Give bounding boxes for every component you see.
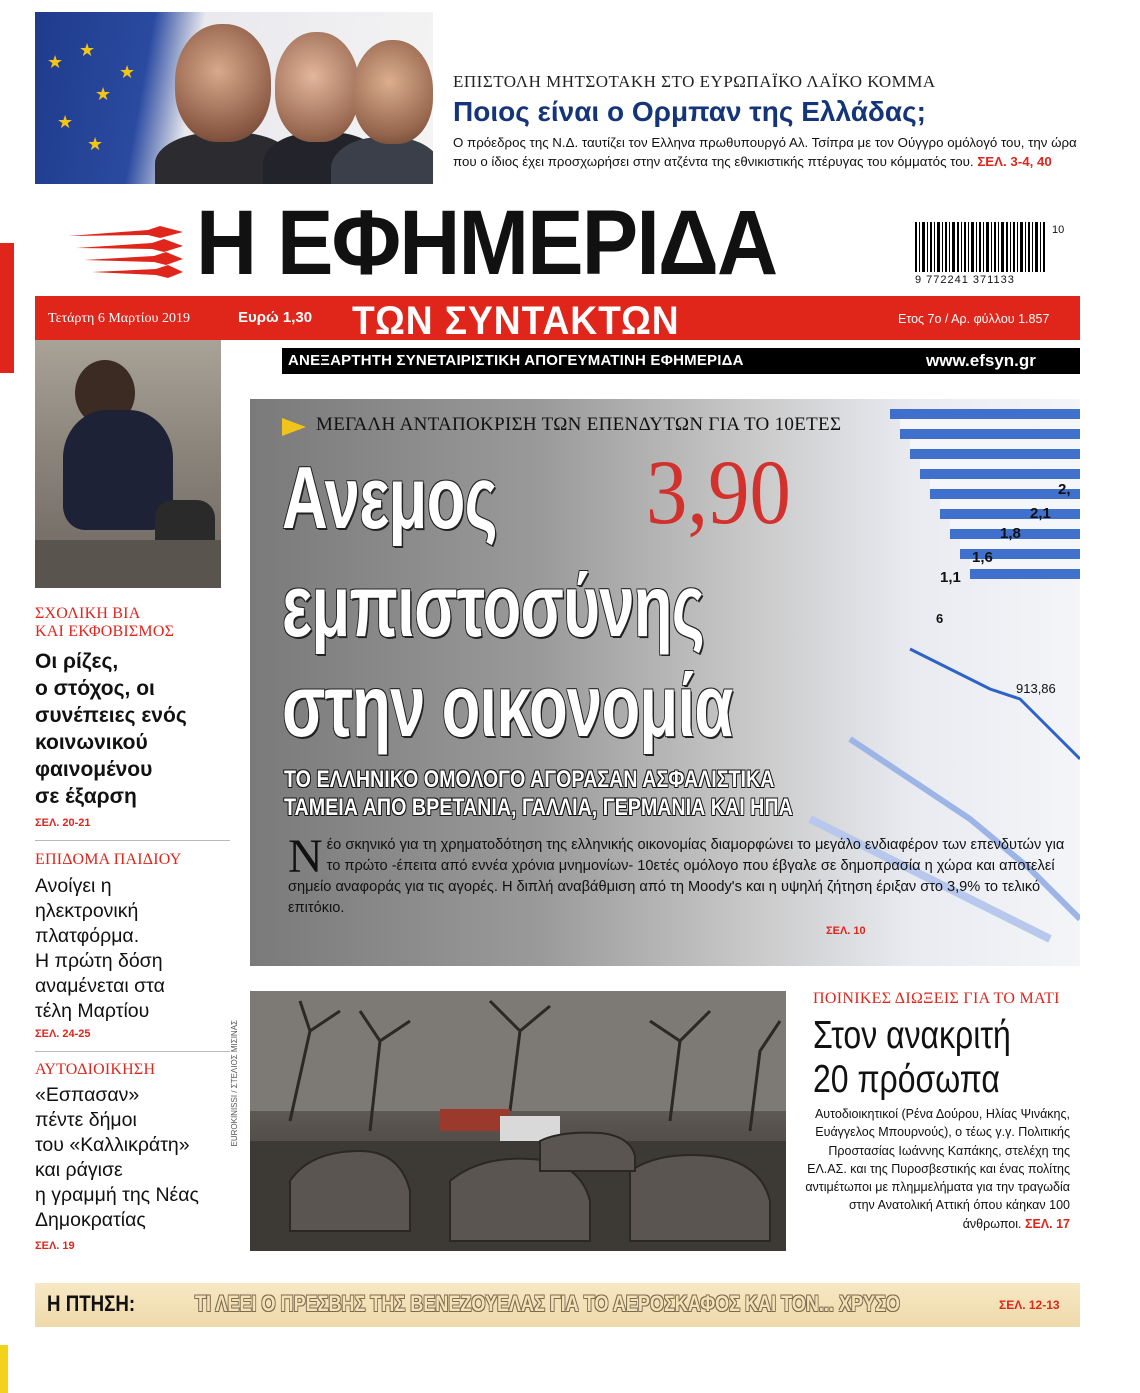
chart-figure: 913,86 [1016, 681, 1056, 696]
headline-line: Οι ρίζες, [35, 650, 119, 673]
school-violence-headline[interactable] [35, 648, 225, 810]
headline-line: ο στόχος, οι [35, 677, 155, 700]
fire-story-page-ref: ΣΕΛ. 17 [1024, 1216, 1070, 1231]
issue-number: Ετος 7ο / Αρ. φύλλου 1.857 [898, 312, 1050, 326]
child-photo [35, 340, 221, 588]
burned-cars-photo [250, 991, 786, 1251]
main-headline-line-1[interactable]: Ανεμος [282, 448, 497, 547]
chart-figure: 1,8 [1000, 525, 1021, 542]
chart-figure: 2, [1058, 481, 1071, 498]
local-gov-headline[interactable] [35, 1083, 225, 1233]
headline-line: και ράγισε [35, 1159, 123, 1181]
side-color-strip [0, 243, 14, 373]
headline-line: 20 πρόσωπα [813, 1058, 1000, 1101]
child-benefit-page-ref: ΣΕΛ. 24-25 [35, 1028, 91, 1040]
barcode-number: 9 772241 371133 [915, 274, 1015, 286]
main-subheadline-line-1: ΤΟ ΕΛΛΗΝΙΚΟ ΟΜΟΛΟΓΟ ΑΓΟΡΑΣΑΝ ΑΣΦΑΛΙΣΤΙΚΑ [284, 766, 775, 793]
divider [35, 1051, 230, 1052]
headline-line: Δημοκρατίας [35, 1209, 146, 1231]
main-headline-line-2[interactable]: εμπιστοσύνης [282, 556, 704, 655]
chart-figure: 2,1 [1030, 505, 1051, 522]
main-story-text: έο σκηνικό για τη χρηματοδότηση της ελληνικής οικονομίας διαμορφώνει το μεγάλο ενδιαφέρον των επενδυτών για το πρώτο -έπειτα από εννέα χρόνια μνημονίων- 10ετές ομόλογο που έβγαλε σε δημοπρασία η χώρα και αποτελεί σημείο αναφοράς για τις αγορές. Η διπλή αναβάθμιση από τη Moody's και η υψηλή ζήτηση έριξαν στο 3,9% το τελικό επιτόκιο. [288, 837, 1065, 916]
edge-color-strip [0, 1345, 8, 1393]
fire-story-body: Αυτοδιοικητικοί (Ρένα Δούρου, Ηλίας Ψινάκης, Ευάγγελος Μπουρνούς), ο τέως γ.γ. Πολιτικής Προστασίας Ιωάννης Καπάκης, στελέχη της ΕΛ.ΑΣ. και της Πυροσβεστικής και ένας πολίτης αντιμέτωποι με πλημμελήματα για την τραγωδία στην Ανατολική Αττική όπου κάηκαν 100 άνθρωποι. [805, 1107, 1070, 1231]
barcode-icon [915, 222, 1045, 272]
top-teaser-text [453, 133, 1093, 171]
local-gov-eyebrow: ΑΥΤΟΔΙΟΙΚΗΣΗ [35, 1061, 156, 1078]
bottom-teaser-label: Η ΠΤΗΣΗ: [47, 1291, 136, 1316]
issue-price: Ευρώ 1,30 [238, 309, 313, 326]
headline-line: πέντε δήμοι [35, 1109, 137, 1131]
main-subheadline-line-2: ΤΑΜΕΙΑ ΑΠΟ ΒΡΕΤΑΝΙΑ, ΓΑΛΛΙΑ, ΓΕΡΜΑΝΙΑ ΚΑΙ ΗΠΑ [284, 794, 793, 821]
headline-line: Η πρώτη δόση [35, 950, 163, 972]
issue-date: Τετάρτη 6 Μαρτίου 2019 [48, 311, 190, 326]
top-teaser-body: Ο πρόεδρος της Ν.Δ. ταυτίζει τον Ελληνα πρωθυπουργό Αλ. Τσίπρα με τον Ούγγρο ομόλογό του, την ώρα που ο ίδιος έχει προσχωρήσει στην ατζέντα της εθνικιστικής πτέρυγας του κόμματός του. [453, 135, 1077, 169]
barcode-issue: 10 [1052, 224, 1065, 236]
main-headline-line-3[interactable]: στην οικονομία [282, 656, 733, 755]
headline-line: του «Καλλικράτη» [35, 1134, 190, 1156]
headline-line: αναμένεται στα [35, 975, 165, 997]
headline-line: Ανοίγει η [35, 875, 112, 897]
headline-line: ηλεκτρονική [35, 900, 139, 922]
main-story-eyebrow: ΜΕΓΑΛΗ ΑΝΤΑΠΟΚΡΙΣΗ ΤΩΝ ΕΠΕΝΔΥΤΩΝ ΓΙΑ ΤΟ 10ΕΤΕΣ [316, 414, 842, 435]
masthead-subtitle: ΤΩΝ ΣΥΝΤΑΚΤΩΝ [352, 299, 680, 343]
masthead-logo-icon [68, 222, 183, 284]
headline-line: Στον ανακριτή [813, 1014, 1011, 1057]
politicians-photo: ★ ★ ★ ★ ★ ★ [35, 12, 433, 184]
masthead-tagline: ΑΝΕΞΑΡΤΗΤΗ ΣΥΝΕΤΑΙΡΙΣΤΙΚΗ ΑΠΟΓΕΥΜΑΤΙΝΗ ΕΦΗΜΕΡΙΔΑ [288, 352, 744, 369]
bond-yield-figure: 3,90 [646, 441, 791, 543]
top-teaser-headline[interactable]: Ποιος είναι ο Ορμπαν της Ελλάδας; [453, 96, 927, 127]
headline-line: συνέπειες ενός [35, 704, 187, 727]
school-violence-page-ref: ΣΕΛ. 20-21 [35, 817, 91, 829]
headline-line: «Εσπασαν» [35, 1084, 140, 1106]
top-teaser-page-ref: ΣΕΛ. 3-4, 40 [977, 154, 1052, 169]
fire-scene-graphic [250, 991, 786, 1251]
website-link[interactable]: www.efsyn.gr [926, 351, 1036, 370]
fire-story-eyebrow: ΠΟΙΝΙΚΕΣ ΔΙΩΞΕΙΣ ΓΙΑ ΤΟ ΜΑΤΙ [813, 990, 1060, 1007]
child-benefit-headline[interactable] [35, 874, 225, 1024]
photo-credit: EUROKINISSI / ΣΤΕΛΙΟΣ ΜΙΣΙΝΑΣ [230, 1020, 239, 1147]
main-story-body [288, 830, 1078, 919]
headline-line: τέλη Μαρτίου [35, 1000, 150, 1022]
headline-line: πλατφόρμα. [35, 925, 140, 947]
headline-line: σε έξαρση [35, 785, 137, 808]
child-benefit-eyebrow: ΕΠΙΔΟΜΑ ΠΑΙΔΙΟΥ [35, 851, 182, 868]
chart-figure: 1,6 [972, 549, 993, 566]
masthead-title[interactable]: Η ΕΦΗΜΕΡΙΔΑ [196, 192, 777, 294]
chart-figure: 1,1 [940, 569, 961, 586]
eyebrow-arrow-icon [282, 418, 306, 436]
fire-story-text [800, 1105, 1070, 1233]
local-gov-page-ref: ΣΕΛ. 19 [35, 1240, 75, 1252]
main-story-page-ref: ΣΕΛ. 10 [826, 925, 866, 937]
headline-line: φαινομένου [35, 758, 153, 781]
top-teaser-eyebrow: ΕΠΙΣΤΟΛΗ ΜΗΤΣΟΤΑΚΗ ΣΤΟ ΕΥΡΩΠΑΪΚΟ ΛΑΪΚΟ ΚΟΜΜΑ [453, 72, 936, 91]
school-violence-eyebrow-1: ΣΧΟΛΙΚΗ ΒΙΑ [35, 605, 141, 622]
bottom-teaser-page-ref: ΣΕΛ. 12-13 [999, 1298, 1060, 1312]
headline-line: κοινωνικού [35, 731, 148, 754]
fire-story-headline[interactable] [813, 1014, 1075, 1102]
headline-line: η γραμμή της Νέας [35, 1184, 199, 1206]
divider [35, 840, 230, 841]
chart-figure: 6 [936, 611, 944, 626]
dropcap: Ν [288, 830, 323, 883]
school-violence-eyebrow-2: ΚΑΙ ΕΚΦΟΒΙΣΜΟΣ [35, 623, 175, 640]
bottom-teaser-text[interactable]: ΤΙ ΛΕΕΙ Ο ΠΡΕΣΒΗΣ ΤΗΣ ΒΕΝΕΖΟΥΕΛΑΣ ΓΙΑ ΤΟ ΑΕΡΟΣΚΑΦΟΣ ΚΑΙ ΤΟΝ... ΧΡΥΣΟ [195, 1291, 900, 1316]
